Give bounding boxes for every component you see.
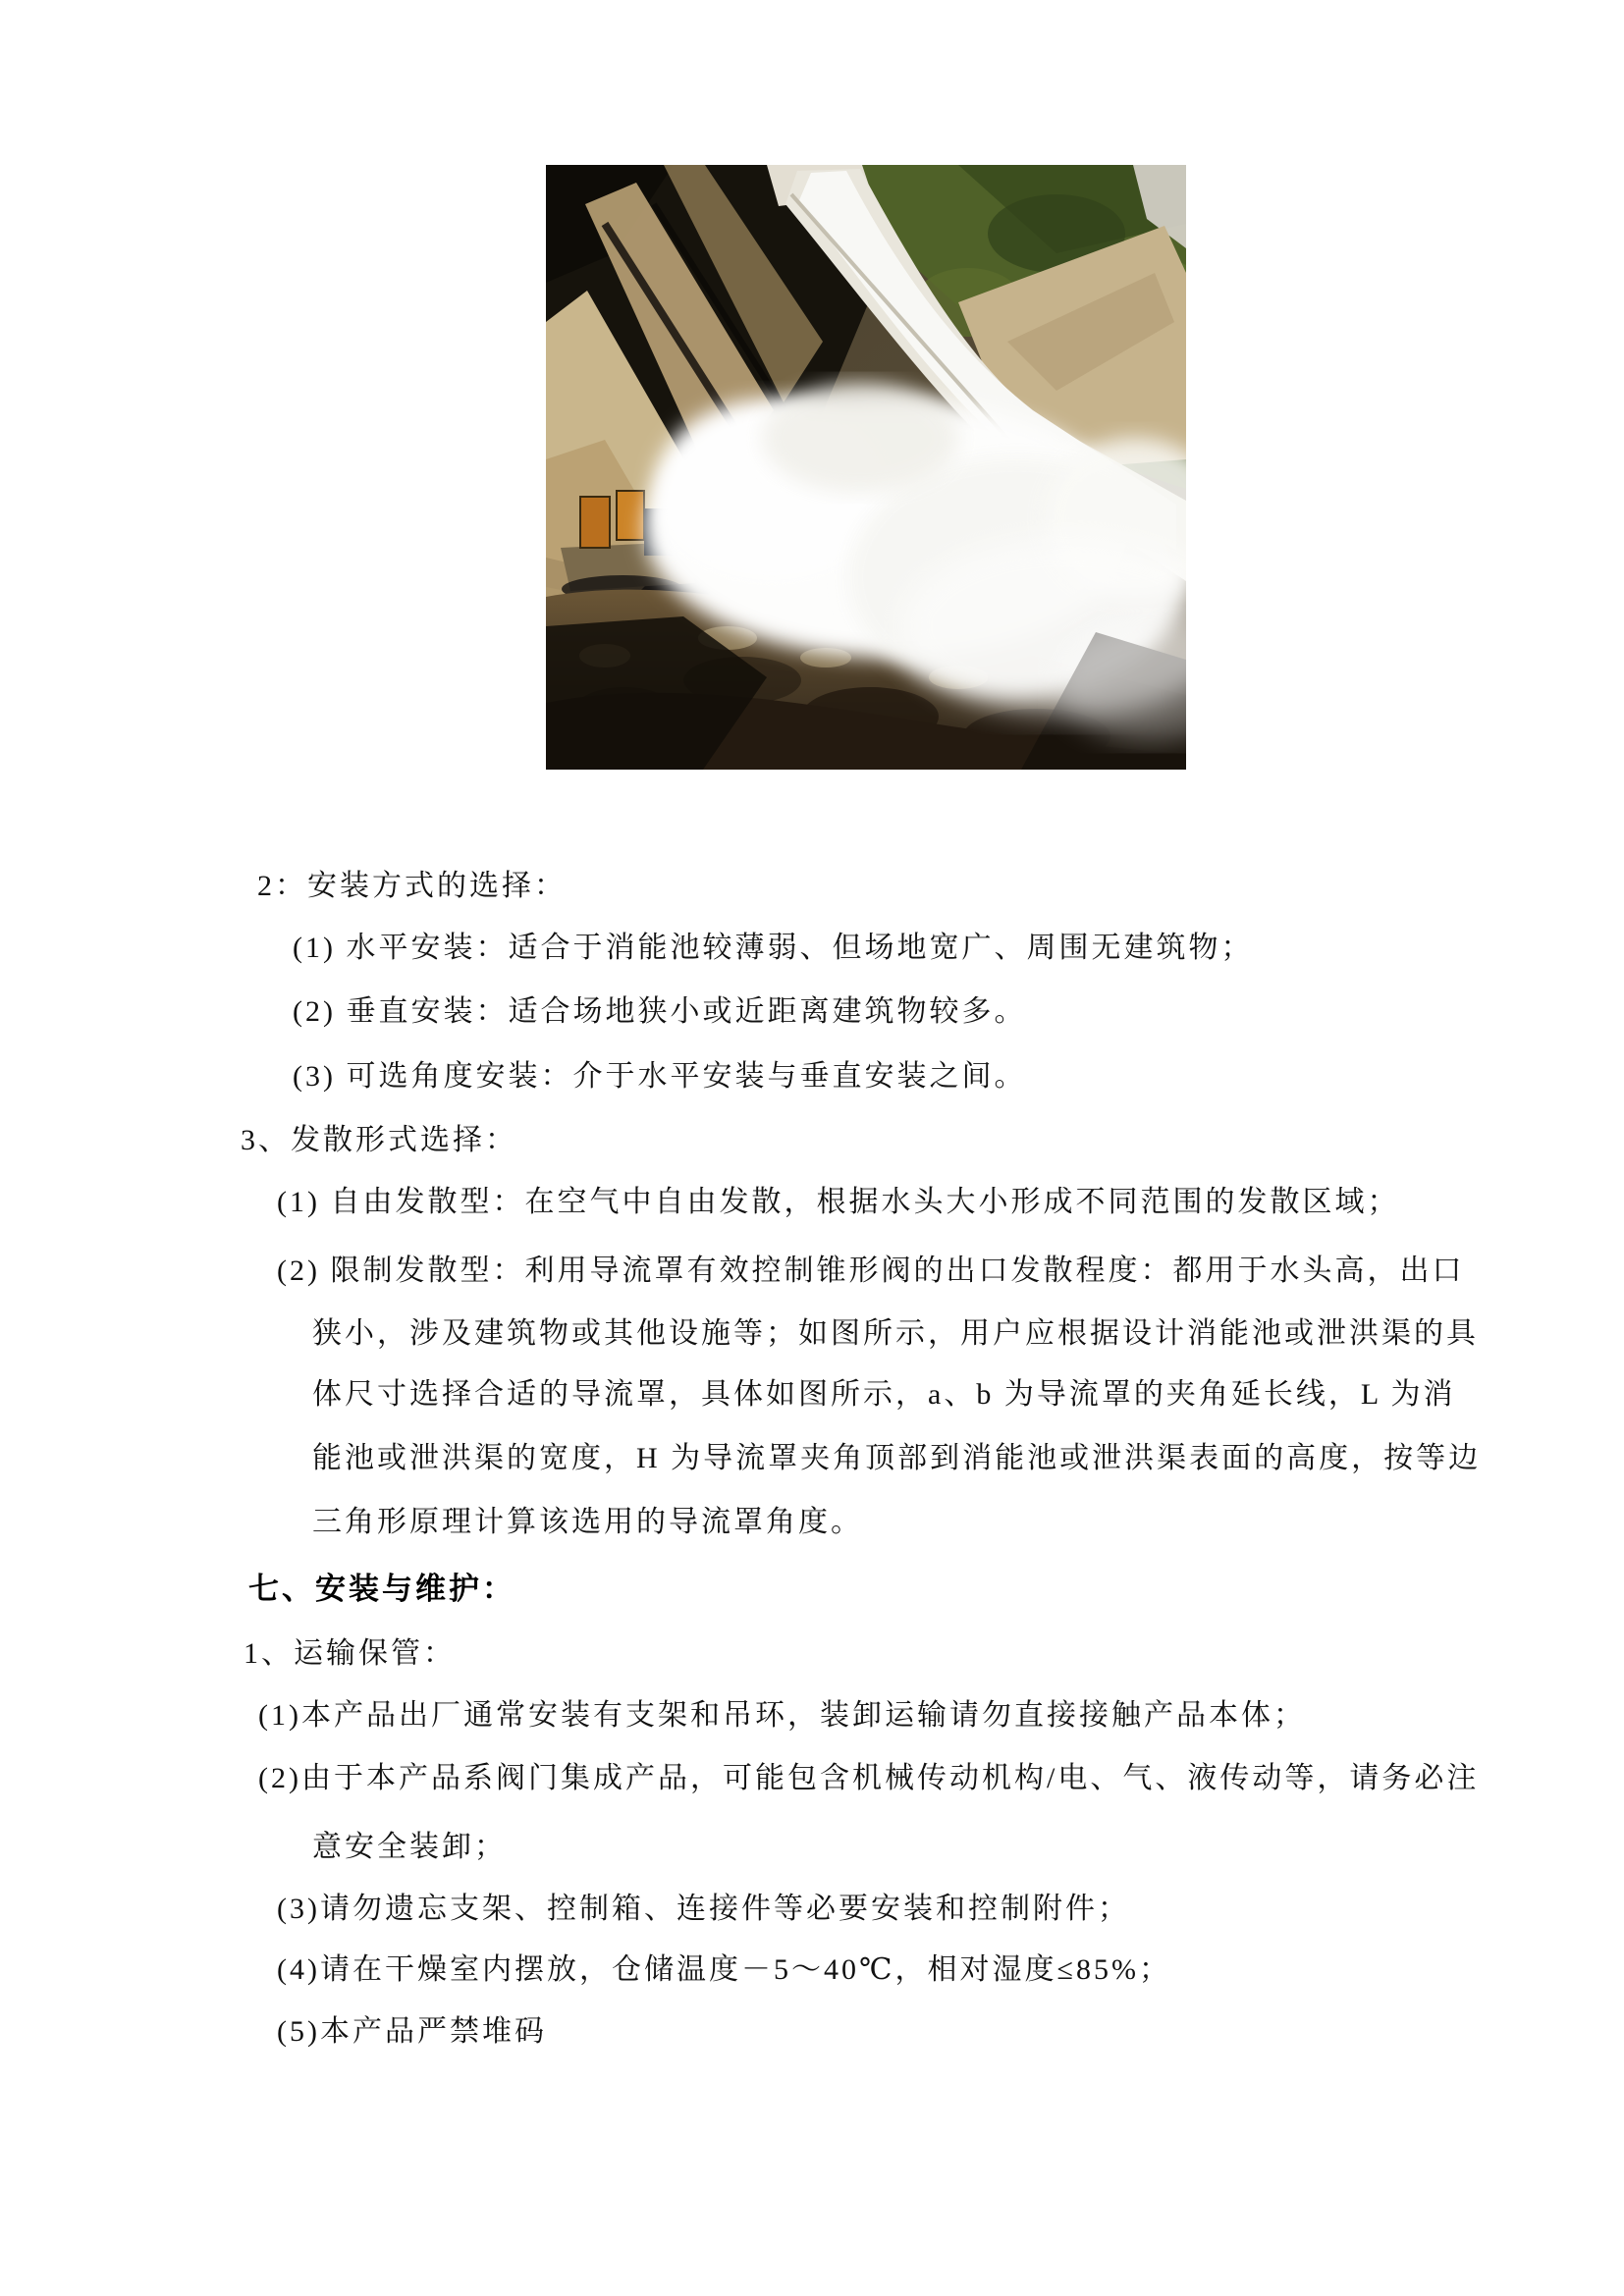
- list-item-angle: (3) 可选角度安装：介于水平安装与垂直安装之间。: [293, 1060, 1027, 1093]
- heading-dispersion-type: 3、发散形式选择：: [241, 1124, 517, 1156]
- heading-transport-storage: 1、运输保管：: [244, 1637, 456, 1670]
- text-line: 体尺寸选择合适的导流罩，具体如图所示，a、b 为导流罩的夹角延长线，L 为消: [312, 1378, 1456, 1411]
- text-line: 狭小，涉及建筑物或其他设施等；如图所示，用户应根据设计消能池或泄洪渠的具: [312, 1317, 1479, 1350]
- list-item-storage-5: (5)本产品严禁堆码: [277, 2015, 547, 2048]
- list-item-free-dispersion: (1) 自由发散型：在空气中自由发散，根据水头大小形成不同范围的发散区域；: [277, 1186, 1400, 1218]
- photo-illustration: [546, 165, 1186, 770]
- text-line: 能池或泄洪渠的宽度，H 为导流罩夹角顶部到消能池或泄洪渠表面的高度，按等边: [312, 1442, 1482, 1474]
- list-item-storage-2: (2)由于本产品系阀门集成产品，可能包含机械传动机构/电、气、液传动等，请务必注: [258, 1762, 1480, 1794]
- heading-install-method: 2：安装方式的选择：: [257, 870, 567, 902]
- text-line: 三角形原理计算该选用的导流罩角度。: [312, 1506, 863, 1538]
- list-item-storage-1: (1)本产品出厂通常安装有支架和吊环，装卸运输请勿直接接触产品本体；: [258, 1699, 1306, 1732]
- section-heading-install-maintain: 七、安装与维护：: [248, 1572, 515, 1606]
- list-item-storage-4: (4)请在干燥室内摆放，仓储温度－5～40℃，相对湿度≤85%；: [277, 1953, 1171, 1986]
- text-line: 意安全装卸；: [312, 1831, 507, 1863]
- list-item-storage-3: (3)请勿遗忘支架、控制箱、连接件等必要安装和控制附件；: [277, 1893, 1130, 1925]
- cone-valve-discharge-photo: [546, 165, 1186, 770]
- list-item-vertical: (2) 垂直安装：适合场地狭小或近距离建筑物较多。: [293, 995, 1027, 1028]
- list-item-horizontal: (1) 水平安装：适合于消能池较薄弱、但场地宽广、周围无建筑物；: [293, 932, 1254, 964]
- list-item-limited-dispersion: (2) 限制发散型：利用导流罩有效控制锥形阀的出口发散程度：都用于水头高，出口: [277, 1255, 1465, 1287]
